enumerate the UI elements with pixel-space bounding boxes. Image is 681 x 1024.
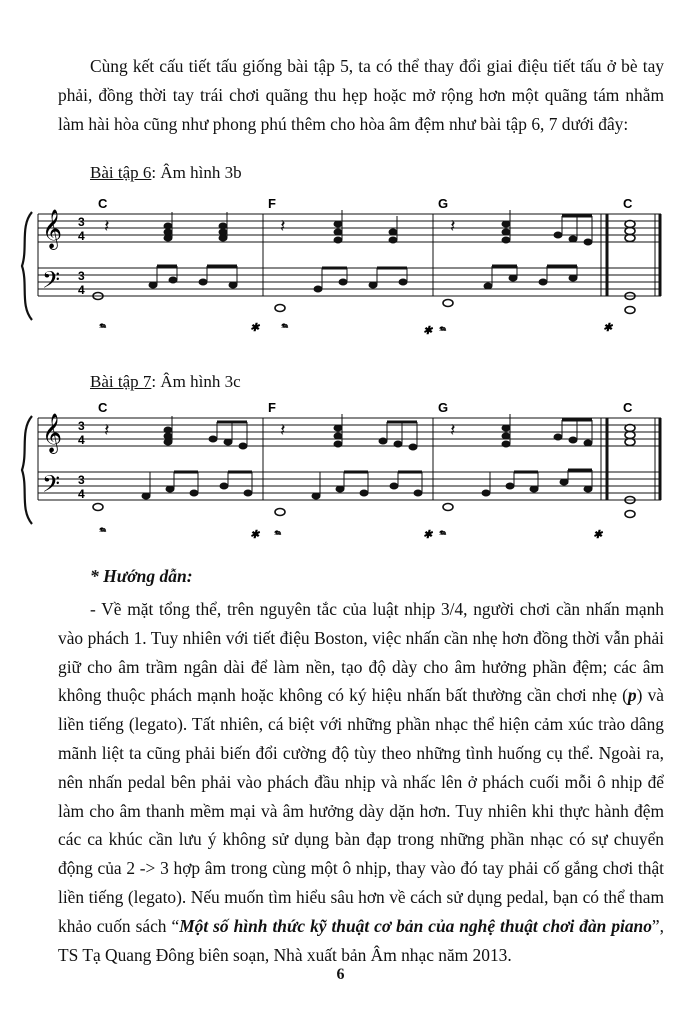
svg-text:4: 4 <box>78 487 85 501</box>
svg-text:𝄽: 𝄽 <box>280 420 286 440</box>
svg-text:𝄽: 𝄽 <box>450 420 456 440</box>
guide-text-3: ”, TS Tạ Quang Đông biên soạn, Nhà xuất bản Âm nhạc năm 2013. <box>58 915 664 965</box>
bass-clef-icon: 𝄢 <box>42 471 61 502</box>
barlines <box>38 418 660 500</box>
book-title: Một số hình thức kỹ thuật cơ bản của nghệ thuật chơi đàn piano <box>179 915 652 936</box>
pedal-down-icon: 𝆮 <box>438 529 446 541</box>
svg-text:4: 4 <box>78 433 85 447</box>
exercise-6-label: Bài tập 6 <box>90 163 152 182</box>
exercise-7-score <box>18 400 666 550</box>
chord-symbol: F <box>268 400 276 415</box>
chord-symbol: C <box>623 400 633 415</box>
page-number: 6 <box>336 966 345 983</box>
chord-symbols <box>98 196 633 211</box>
intro-paragraph: Cùng kết cấu tiết tấu giống bài tập 5, ta có thể thay đổi giai điệu tiết tấu ở bè tay phải, đồng thời tay trái chơi quãng thu hẹp hoặc mở rộng hơn một quãng tám nhằm làm hài hòa cũng như phong phú thêm cho hòa âm đệm như bài tập 6, 7 dưới đây: <box>58 56 664 134</box>
chord-symbol: C <box>98 196 108 211</box>
svg-text:4: 4 <box>78 283 85 297</box>
pedal-up-icon: ✱ <box>250 322 260 334</box>
guide-paragraph <box>58 595 664 969</box>
svg-text:3: 3 <box>78 269 85 283</box>
svg-text:3: 3 <box>78 419 85 433</box>
barlines <box>38 214 660 296</box>
svg-text:3: 3 <box>78 473 85 487</box>
chord-symbols <box>98 400 633 415</box>
pedal-down-icon: 𝆮 <box>280 322 288 334</box>
svg-text:4: 4 <box>78 229 85 243</box>
chord-symbol: C <box>623 196 633 211</box>
bass-staff <box>38 268 661 296</box>
pedal-up-icon: ✱ <box>603 322 613 334</box>
svg-text:𝄽: 𝄽 <box>104 216 110 236</box>
guide-text-2: ) và liền tiếng (legato). Tất nhiên, cá biệt với những phần nhạc thể hiện cảm xúc trào dâng mãnh liệt ta cũng phải biến đổi cường độ tùy theo những tình huống cụ thể. Ngoài ra, nên nhấn pedal bên phải vào phách đầu nhịp và nhấc lên ở phách cuối mỗi ô nhịp để làm cho âm thanh mềm mại và âm hưởng dày dặn hơn. Tuy nhiên khi thực hành đệm các ca khúc cần lưu ý không sử dụng bàn đạp trong những phần nhạc có sự chuyển động của 2 -> 3 hợp âm trong cùng một ô nhịp, thay vào đó tay phải cố gắng chơi thật liền tiếng (legato). Nếu muốn tìm hiểu sâu hơn về cách sử dụng pedal, bạn có thể tham khảo cuốn sách “ <box>58 685 664 936</box>
pedal-up-icon: ✱ <box>593 529 603 541</box>
exercise-7-suffix: : Âm hình 3c <box>151 372 241 391</box>
pedal-down-icon: 𝆮 <box>438 325 446 337</box>
treble-clef-icon: 𝄞 <box>42 210 63 248</box>
exercise-6-score <box>18 196 666 346</box>
svg-text:𝄽: 𝄽 <box>450 216 456 236</box>
chord-symbol: C <box>98 400 108 415</box>
dynamic-marking: p <box>627 685 637 706</box>
chord-symbol: G <box>438 400 449 415</box>
treble-staff <box>38 214 661 242</box>
pedal-down-icon: 𝆮 <box>273 529 281 541</box>
chord-symbol: F <box>268 196 276 211</box>
exercise-7-title <box>90 372 241 392</box>
grand-staff-brace <box>22 212 32 320</box>
guide-heading: * Hướng dẫn: <box>90 566 193 586</box>
pedal-up-icon: ✱ <box>423 325 433 337</box>
guide-text-1: - Về mặt tổng thể, trên nguyên tắc của luật nhịp 3/4, người chơi cần nhấn mạnh vào phách 1. Tuy nhiên với tiết điệu Boston, việc nhấn cần nhẹ hơn đồng thời vẫn phải giữ cho âm trầm ngân dài để làm nền, tạo độ dày cho âm hưởng phần đệm; các âm không thuộc phách mạnh hoặc không có ký hiệu nhấn bất thường cần chơi nhẹ ( <box>58 599 664 706</box>
time-signature <box>78 215 85 297</box>
grand-staff-brace <box>22 416 32 524</box>
pedal-up-icon: ✱ <box>423 529 433 541</box>
exercise-7-label: Bài tập 7 <box>90 372 152 391</box>
bass-notes <box>93 470 635 518</box>
exercise-6-suffix: : Âm hình 3b <box>151 163 242 182</box>
bass-clef-icon: 𝄢 <box>42 267 61 298</box>
pedal-down-icon: 𝆮 <box>98 322 106 334</box>
treble-clef-icon: 𝄞 <box>42 414 63 452</box>
exercise-6-title <box>90 163 242 183</box>
pedal-marks <box>98 526 604 541</box>
svg-text:𝄽: 𝄽 <box>280 216 286 236</box>
pedal-down-icon: 𝆮 <box>98 526 106 538</box>
svg-text:3: 3 <box>78 215 85 229</box>
svg-text:𝄽: 𝄽 <box>104 420 110 440</box>
pedal-up-icon: ✱ <box>250 529 260 541</box>
treble-staff <box>38 418 661 446</box>
chord-symbol: G <box>438 196 449 211</box>
time-signature <box>78 419 85 501</box>
bass-notes <box>93 266 635 314</box>
pedal-marks <box>98 322 614 337</box>
